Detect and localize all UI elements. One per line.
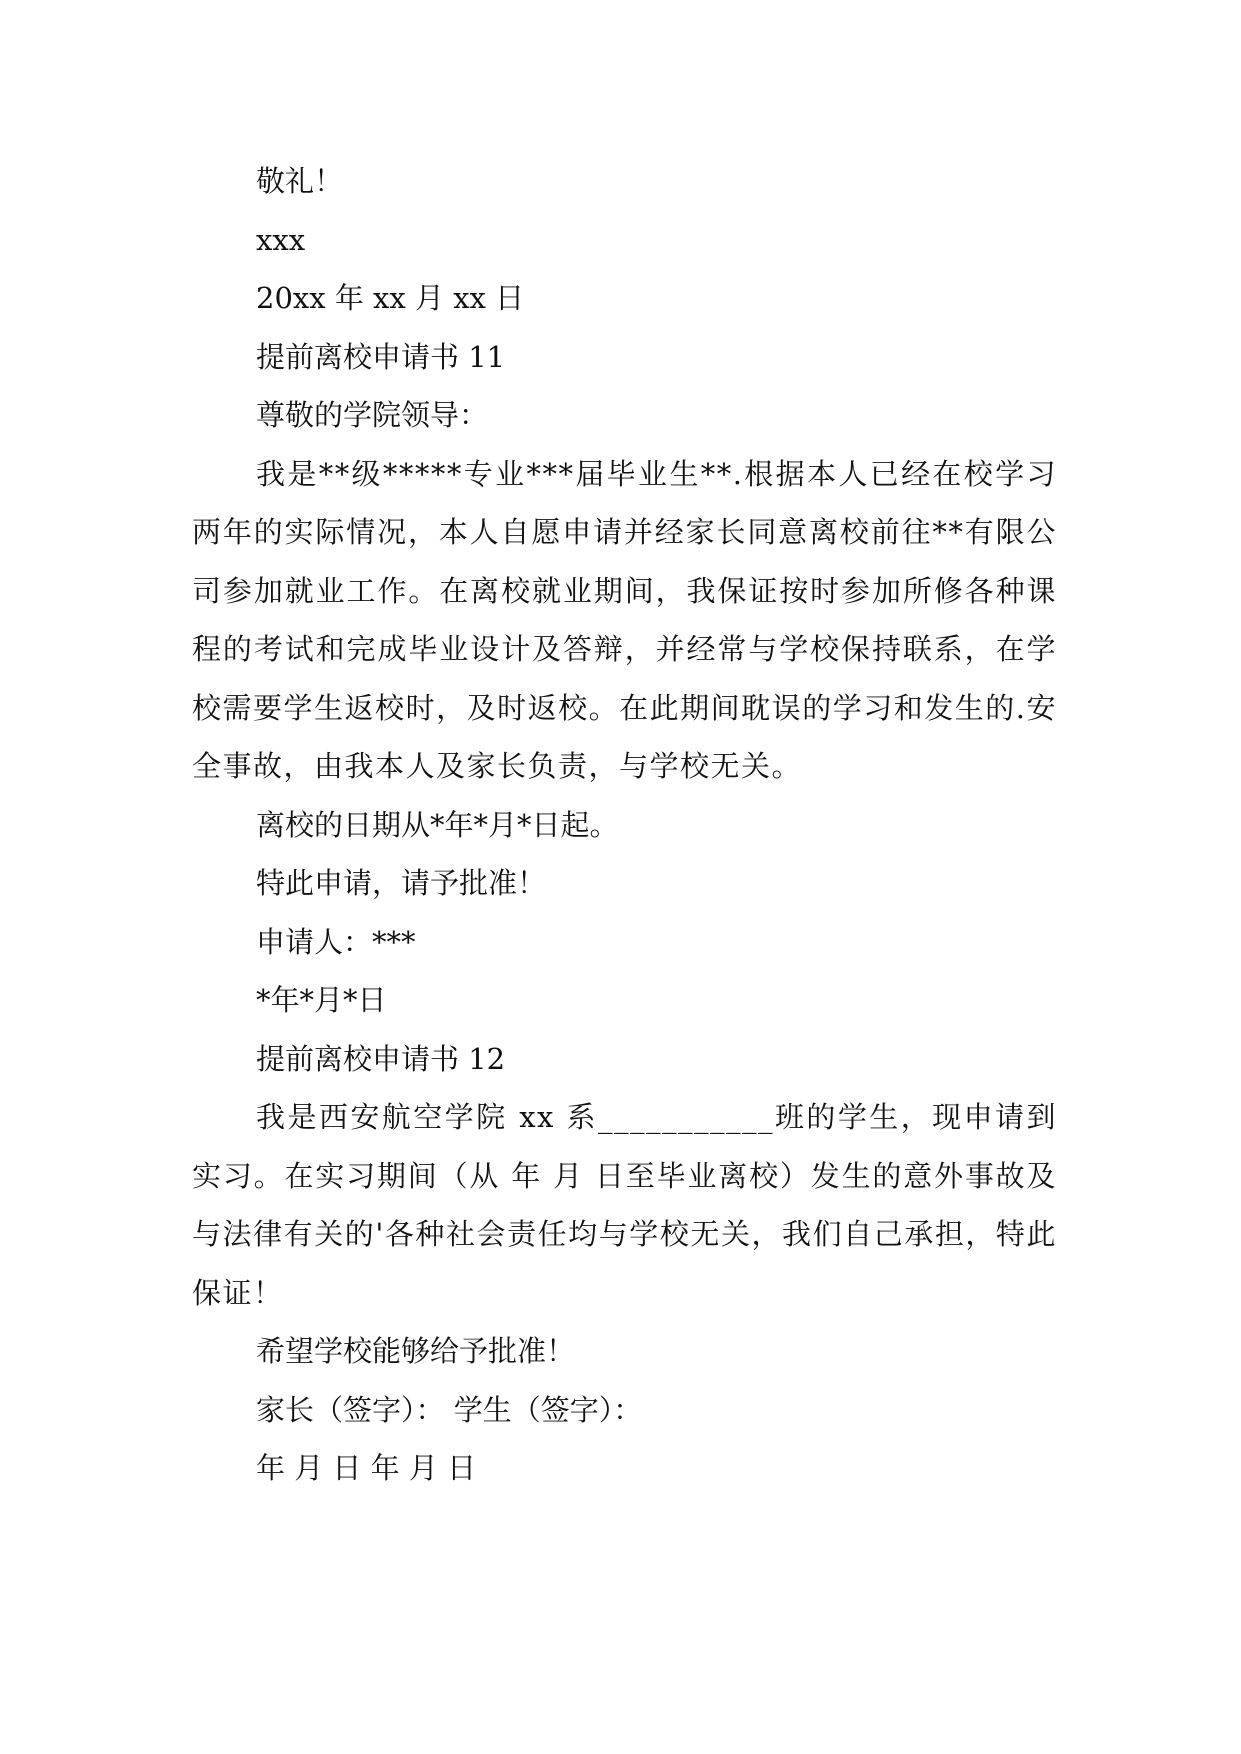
applicant-date: *年*月*日	[256, 983, 387, 1017]
greeting: 尊敬的学院领导：	[256, 398, 489, 432]
class-name-blank: ___________	[598, 1100, 775, 1134]
signature-name: xxx	[256, 222, 306, 257]
section-title-12: 提前离校申请书 12	[256, 1041, 506, 1076]
closing-salutation: 敬礼！	[256, 164, 344, 198]
application-body-12	[192, 1088, 1057, 1322]
signature-date: 20xx 年 xx 月 xx 日	[256, 281, 525, 315]
application-body-11: 我是**级*****专业***届毕业生**.根据本人已经在校学习两年的实际情况，本人自愿申请并经家长同意离校前往**有限公司参加就业工作。在离校就业期间，我保证按时参加所修各种课程的考试和完成毕业设计及答辩，并经常与学校保持联系，在学校需要学生返校时，及时返校。在此期间耽误的学习和发生的.安全事故，由我本人及家长负责，与学校无关。	[192, 456, 1057, 783]
signature-fields: 家长（签字）： 学生（签字）：	[256, 1392, 643, 1427]
body-12-rest: 班的学生，现申请到实习。在实习期间（从 年 月 日至毕业离校）发生的意外事故及与法律有关的'各种社会责任均与学校无关，我们自己承担，特此保证！	[192, 1100, 1057, 1310]
body-12-start: 我是西安航空学院 xx 系	[256, 1100, 599, 1134]
request-line: 特此申请，请予批准！	[256, 866, 547, 900]
section-title-11: 提前离校申请书 11	[256, 339, 506, 374]
applicant-line: 申请人：***	[256, 924, 416, 959]
document-body	[192, 152, 1057, 1498]
hope-line: 希望学校能够给予批准！	[256, 1334, 576, 1368]
signature-dates: 年 月 日 年 月 日	[256, 1451, 477, 1485]
leave-date-line: 离校的日期从*年*月*日起。	[256, 807, 619, 842]
